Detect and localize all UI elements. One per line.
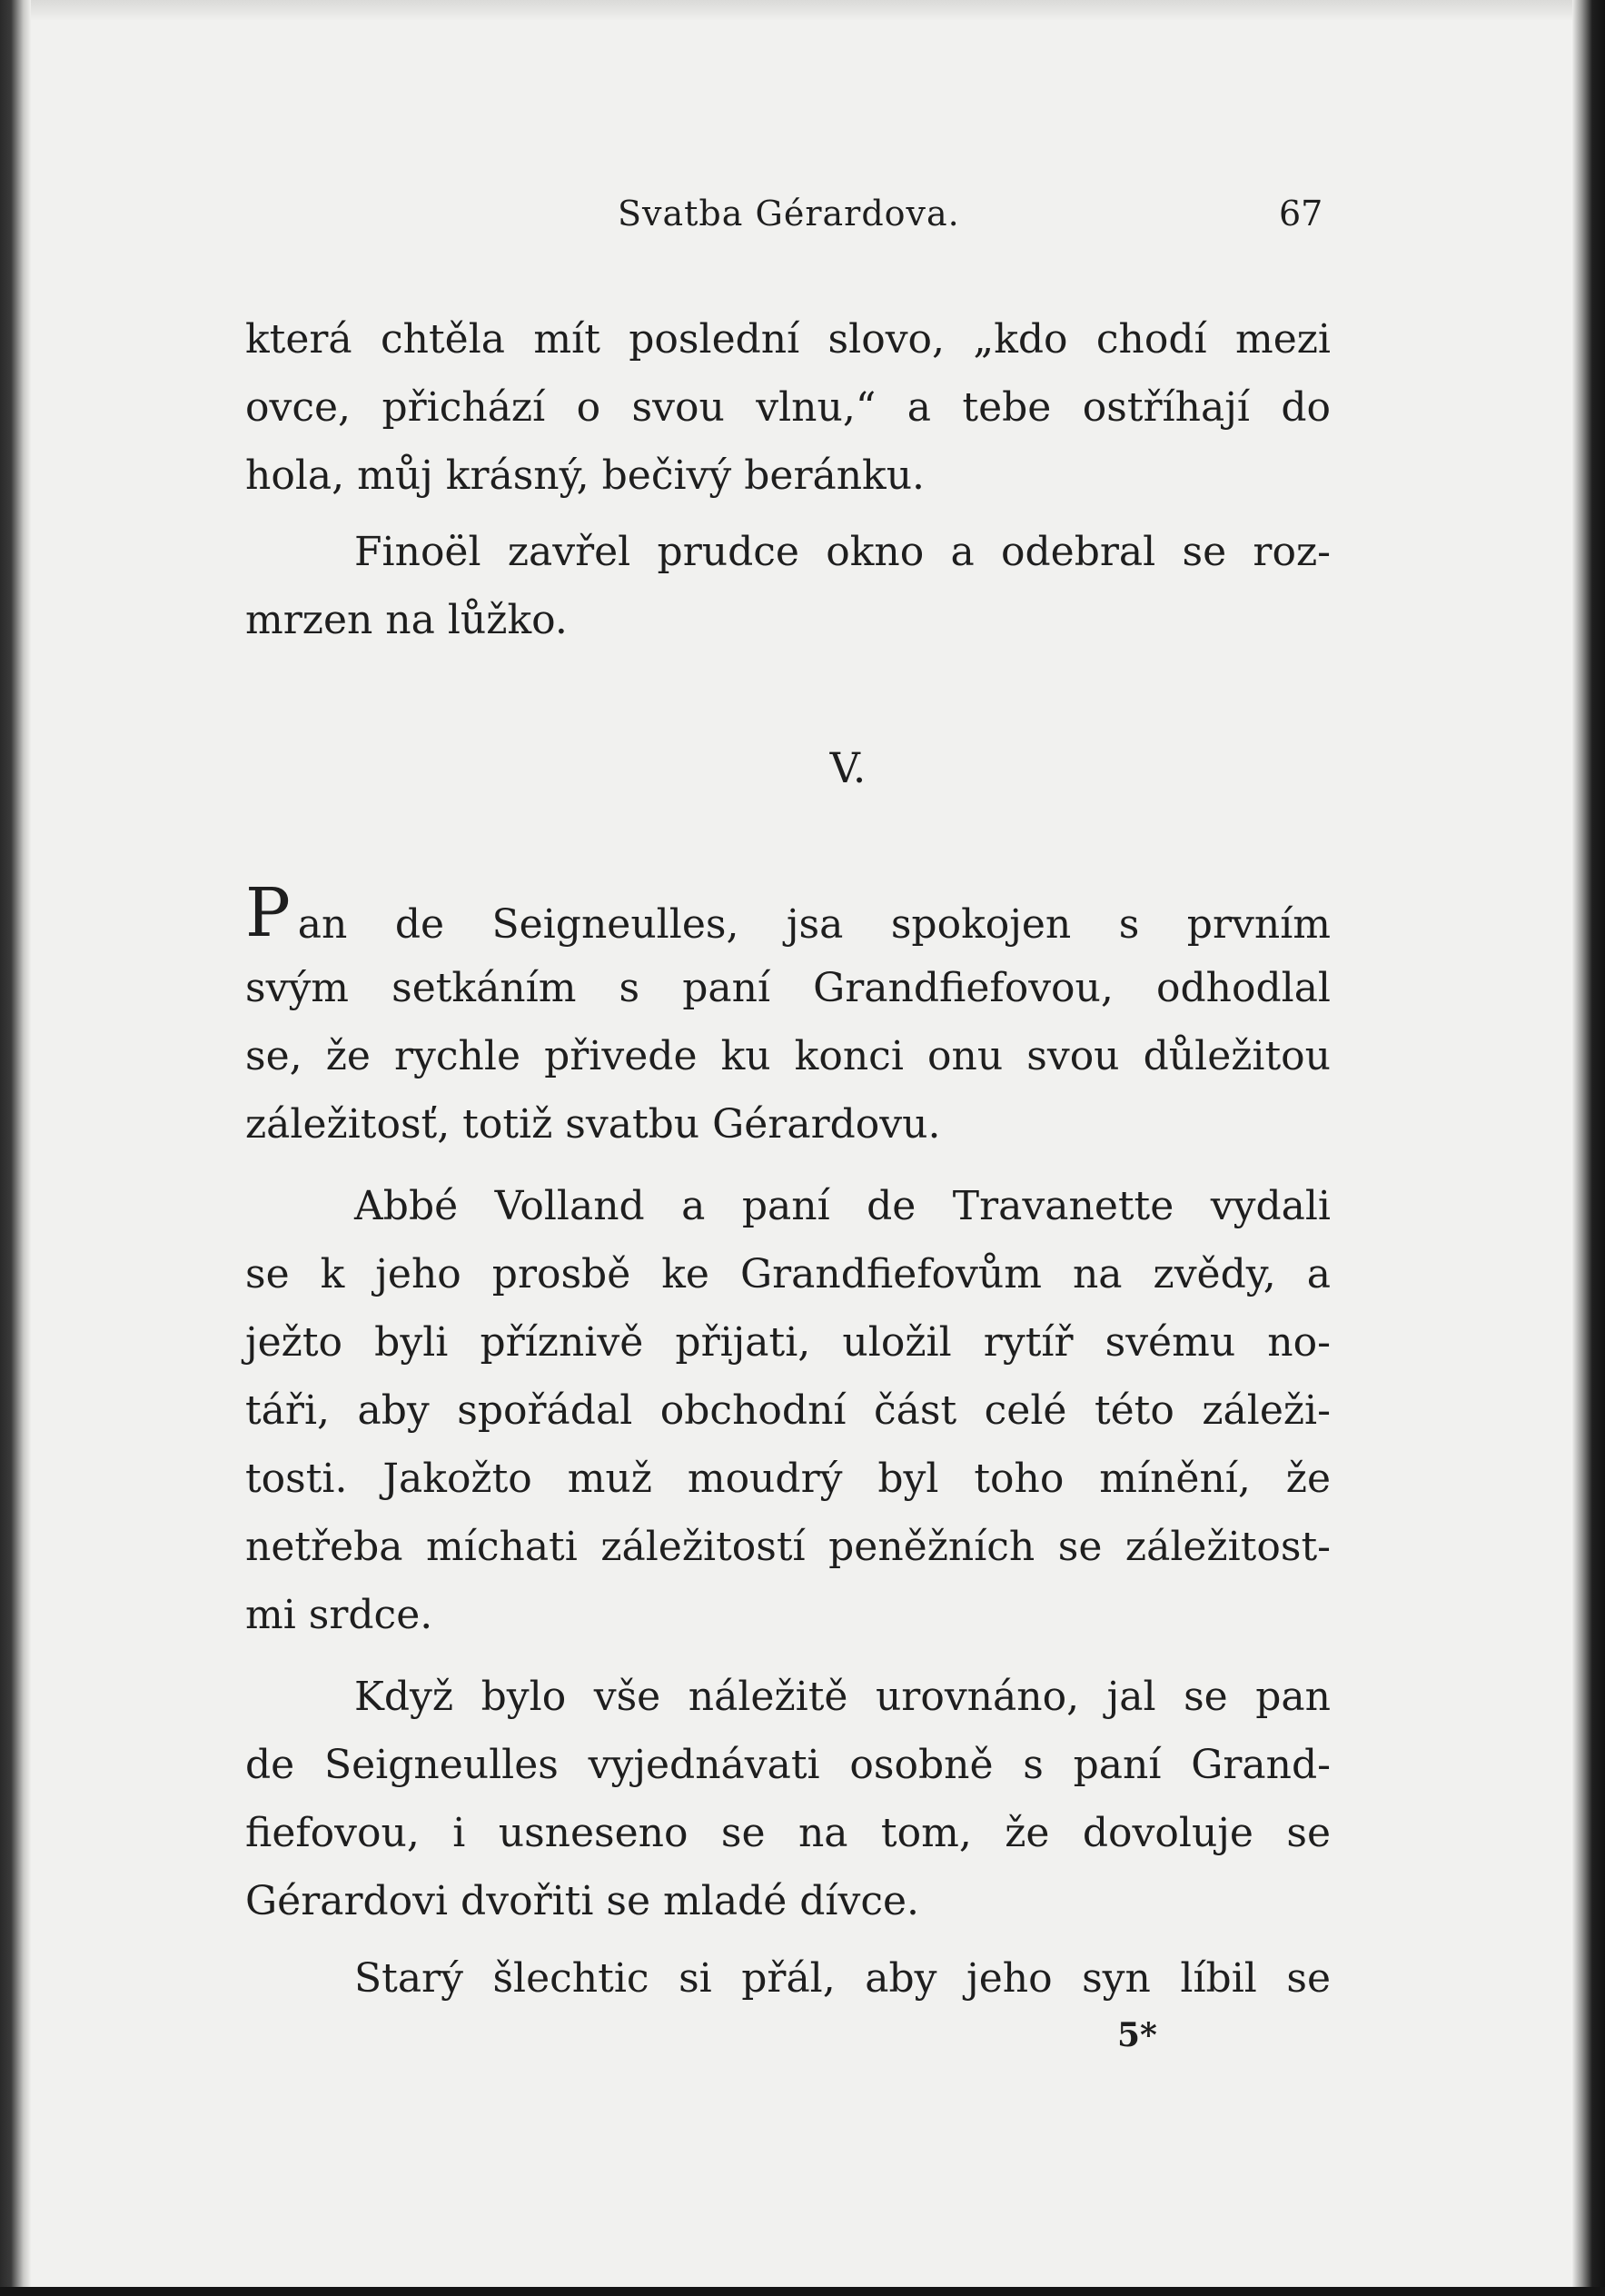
paragraph-abbe: [245, 1172, 1331, 1649]
text-line: mi srdce.: [245, 1592, 433, 1638]
text-line: svým setkáním s paní Grandfiefovou, odhodlal: [245, 965, 1331, 1011]
section-heading: V.: [829, 743, 867, 792]
drop-cap: P: [245, 874, 291, 952]
scan-top-edge: [0, 0, 1605, 20]
page-number: 67: [1279, 194, 1323, 234]
paragraph-pan: [245, 874, 1331, 1158]
text-line: se, že rychle přivede ku konci onu svou důležitou: [245, 1033, 1331, 1079]
paragraph-finoel: [245, 518, 1331, 654]
first-line-text: an de Seigneulles, jsa spokojen s prvním: [297, 901, 1331, 948]
running-head: [0, 186, 1605, 241]
text-line: mrzen na lůžko.: [245, 597, 568, 643]
text-line: táři, aby spořádal obchodní část celé této záleži-: [245, 1387, 1331, 1434]
text-line: Gérardovi dvořiti se mladé dívce.: [245, 1878, 920, 1924]
paragraph-kdyz: [245, 1663, 1331, 1935]
scan-right-edge: [1572, 0, 1605, 2296]
text-line: Starý šlechtic si přál, aby jeho syn líbil se: [354, 1955, 1331, 2002]
running-title: Svatba Gérardova.: [618, 194, 960, 234]
text-line: se k jeho prosbě ke Grandfiefovům na zvědy, a: [245, 1251, 1331, 1297]
text-line: Abbé Volland a paní de Travanette vydali: [354, 1183, 1331, 1229]
text-line: záležitosť, totiž svatbu Gérardovu.: [245, 1101, 941, 1148]
text-line: Finoël zavřel prudce okno a odebral se roz-: [354, 529, 1331, 575]
text-line: hola, můj krásný, bečivý beránku.: [245, 452, 926, 499]
scan-left-edge: [0, 0, 31, 2296]
text-line: Když bylo vše náležitě urovnáno, jal se pan: [354, 1674, 1331, 1720]
text-line: netřeba míchati záležitostí peněžních se záležitost-: [245, 1524, 1331, 1570]
signature-mark: 5*: [1117, 2016, 1157, 2054]
paragraph-stary: [245, 1944, 1331, 2013]
text-line: ježto byli příznivě přijati, uložil rytíř svému no-: [245, 1319, 1331, 1366]
text-line: fiefovou, i usneseno se na tom, že dovoluje se: [245, 1810, 1331, 1856]
text-line: tosti. Jakožto muž moudrý byl toho mínění, že: [245, 1456, 1331, 1502]
opening-paragraph: [245, 305, 1331, 510]
text-line: de Seigneulles vyjednávati osobně s paní Grand-: [245, 1742, 1331, 1788]
dropcap-line: [245, 874, 1331, 954]
text-line: která chtěla mít poslední slovo, „kdo chodí mezi: [245, 316, 1331, 363]
scan-bottom-edge: [0, 2287, 1605, 2296]
text-line: ovce, přichází o svou vlnu,“ a tebe ostříhají do: [245, 384, 1331, 431]
